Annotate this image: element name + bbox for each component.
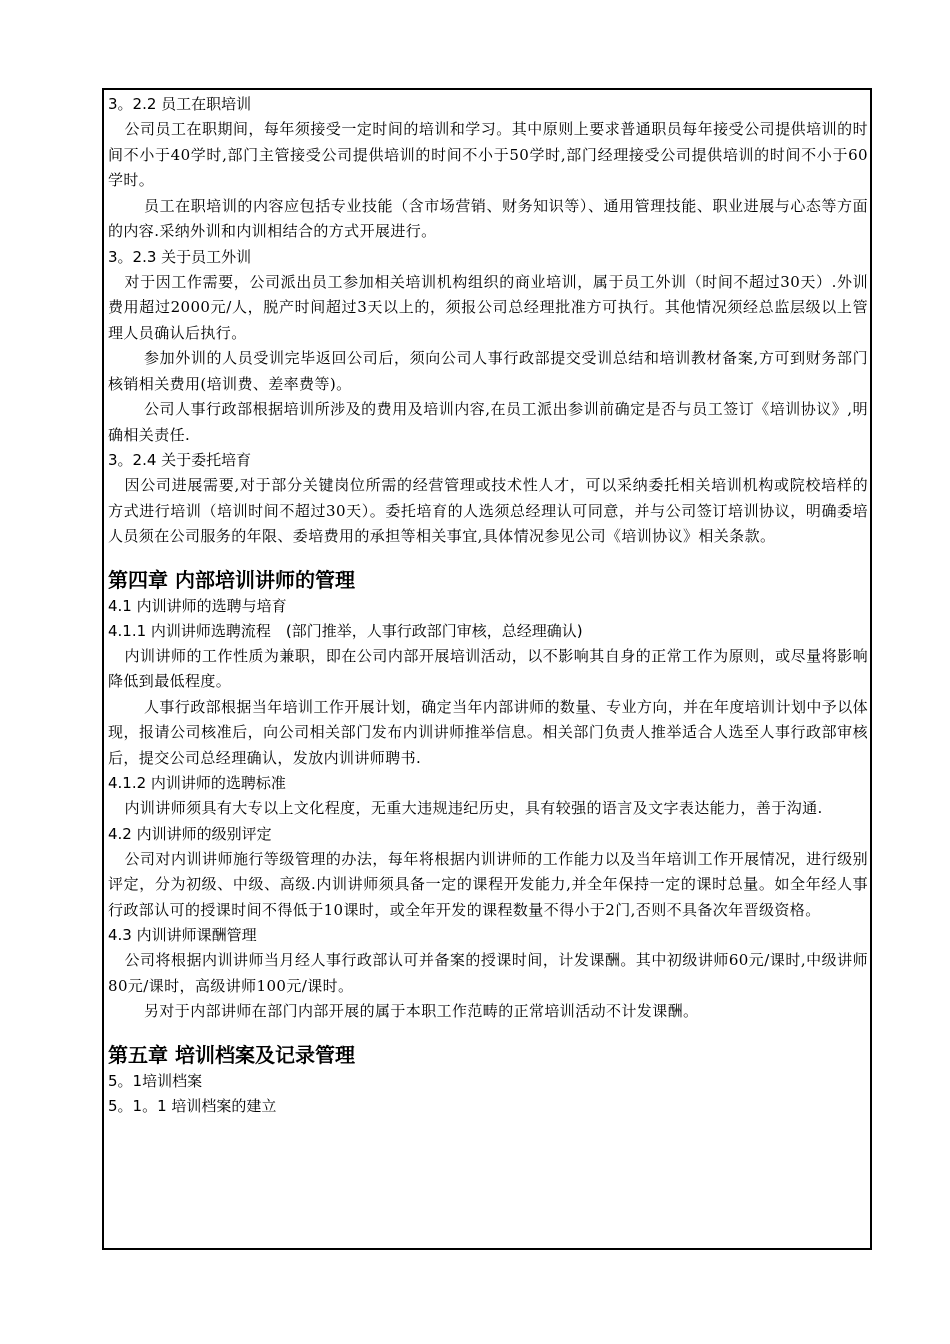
chapter-heading: 第五章 培训档案及记录管理	[108, 1042, 355, 1067]
paragraph: 人事行政部根据当年培训工作开展计划，确定当年内部讲师的数量、专业方向，并在年度培训计划中予以体现，报请公司核准后，向公司相关部门发布内训讲师推举信息。相关部门负责人推举适合人选至人事行政部审核后，提交公司总经理确认，发放内训讲师聘书.	[108, 697, 868, 767]
paragraph: 另对于内部讲师在部门内部开展的属于本职工作范畴的正常培训活动不计发课酬。	[144, 1002, 699, 1020]
section-gap	[108, 550, 868, 566]
paragraph: 参加外训的人员受训完毕返回公司后，须向公司人事行政部提交受训总结和培训教材备案,方可到财务部门核销相关费用(培训费、差率费等)。	[108, 349, 868, 393]
section-gap	[108, 1025, 868, 1041]
paragraph: 对于因工作需要，公司派出员工参加相关培训机构组织的商业培训，属于员工外训（时间不超过30天）.外训费用超过2000元/人，脱产时间超过3天以上的，须报公司总经理批准方可执行。其他情况须经总监层级以上管理人员确认后执行。	[108, 272, 868, 342]
section-heading: 4.2 内训讲师的级别评定	[108, 824, 272, 843]
section-heading: 5。1培训档案	[108, 1071, 203, 1090]
paragraph: 内训讲师须具有大专以上文化程度，无重大违规违纪历史，具有较强的语言及文字表达能力，善于沟通.	[124, 799, 823, 817]
section-heading: 4.1 内训讲师的选聘与培育	[108, 596, 287, 615]
paragraph: 公司人事行政部根据培训所涉及的费用及培训内容,在员工派出参训前确定是否与员工签订《培训协议》,明确相关责任.	[108, 400, 868, 444]
section-heading: 5。1。1 培训档案的建立	[108, 1096, 277, 1115]
section-heading: 4.3 内训讲师课酬管理	[108, 926, 257, 944]
section-heading: 4.1.2 内训讲师的选聘标准	[108, 774, 286, 792]
paragraph: 公司对内训讲师施行等级管理的办法，每年将根据内训讲师的工作能力以及当年培训工作开展情况，进行级别评定，分为初级、中级、高级.内训讲师须具备一定的课程开发能力,并全年保持一定的课时总量。如全年经人事行政部认可的授课时间不得低于10课时，或全年开发的课程数量不得小于2门,否则不具备次年晋级资格。	[108, 849, 868, 919]
paragraph: 公司将根据内训讲师当月经人事行政部认可并备案的授课时间，计发课酬。其中初级讲师60元/课时,中级讲师80元/课时，高级讲师100元/课时。	[108, 951, 868, 995]
section-heading: 3。2.4 关于委托培育	[108, 451, 252, 469]
document-frame	[102, 88, 872, 1250]
chapter-heading: 第四章 内部培训讲师的管理	[108, 567, 355, 592]
paragraph: 内训讲师的工作性质为兼职，即在公司内部开展培训活动，以不影响其自身的正常工作为原则，或尽量将影响降低到最低程度。	[108, 646, 868, 690]
section-heading: 3。2.3 关于员工外训	[108, 247, 252, 266]
document-body	[108, 92, 868, 1119]
section-heading: 3。2.2 员工在职培训	[108, 95, 252, 113]
paragraph: 因公司进展需要,对于部分关键岗位所需的经营管理或技术性人才，可以采纳委托相关培训机构或院校培样的方式进行培训（培训时间不超过30天）。委托培育的人选须总经理认可同意，并与公司签订培训协议，明确委培人员须在公司服务的年限、委培费用的承担等相关事宜,具体情况参见公司《培训协议》相关条款。	[108, 476, 868, 545]
section-heading: 4.1.1 内训讲师选聘流程 (部门推举，人事行政部门审核，总经理确认)	[108, 621, 583, 640]
paragraph: 员工在职培训的内容应包括专业技能（含市场营销、财务知识等）、通用管理技能、职业进展与心态等方面的内容.采纳外训和内训相结合的方式开展进行。	[108, 196, 868, 240]
paragraph: 公司员工在职期间，每年须接受一定时间的培训和学习。其中原则上要求普通职员每年接受公司提供培训的时间不小于40学时,部门主管接受公司提供培训的时间不小于50学时,部门经理接受公司提供培训的时间不小于60学时。	[108, 120, 868, 189]
